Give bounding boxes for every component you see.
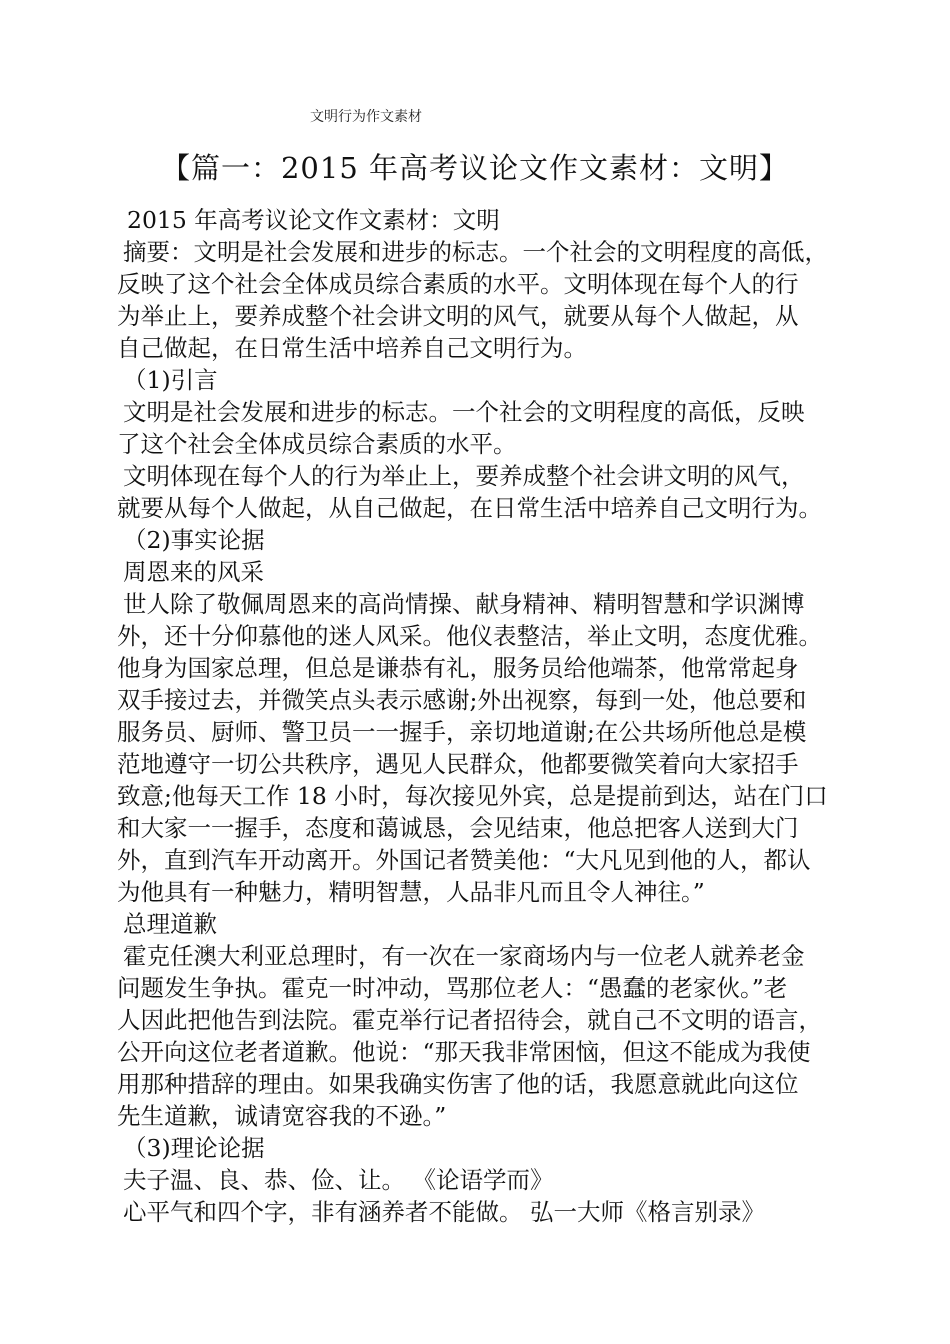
paragraph-line: 外，直到汽车开动离开。外国记者赞美他：“大凡见到他的人，都认 bbox=[117, 846, 811, 874]
document-title: 【篇一：2015 年高考议论文作文素材：文明】 bbox=[160, 151, 790, 185]
paragraph-line: 为举止上，要养成整个社会讲文明的风气，就要从每个人做起，从 bbox=[117, 302, 799, 330]
paragraph-line: 外，还十分仰慕他的迷人风采。他仪表整洁，举止文明，态度优雅。 bbox=[117, 622, 822, 650]
paragraph-line: 反映了这个社会全体成员综合素质的水平。文明体现在每个人的行 bbox=[117, 270, 799, 298]
paragraph-line: 为他具有一种魅力，精明智慧，人品非凡而且令人神往。” bbox=[117, 878, 705, 906]
section-heading: （3)理论论据 bbox=[123, 1134, 265, 1162]
paragraph-line: 摘要：文明是社会发展和进步的标志。一个社会的文明程度的高低， bbox=[123, 238, 828, 266]
paragraph-line: 他身为国家总理，但总是谦恭有礼，服务员给他端茶，他常常起身 bbox=[117, 654, 799, 682]
paragraph-line: 就要从每个人做起，从自己做起，在日常生活中培养自己文明行为。 bbox=[117, 494, 822, 522]
paragraph-line: 人因此把他告到法院。霍克举行记者招待会，就自己不文明的语言， bbox=[117, 1006, 822, 1034]
section-heading: 2015 年高考议论文作文素材：文明 bbox=[127, 206, 500, 234]
paragraph-line: 霍克任澳大利亚总理时，有一次在一家商场内与一位老人就养老金 bbox=[123, 942, 805, 970]
paragraph-line: 用那种措辞的理由。如果我确实伤害了他的话，我愿意就此向这位 bbox=[117, 1070, 799, 1098]
subsection-heading: 周恩来的风采 bbox=[123, 558, 264, 586]
paragraph-line: 自己做起，在日常生活中培养自己文明行为。 bbox=[117, 334, 587, 362]
quote-line: 心平气和四个字，非有涵养者不能做。 弘一大师《格言别录》 bbox=[123, 1198, 765, 1226]
paragraph-line: 服务员、厨师、警卫员一一握手，亲切地道谢;在公共场所他总是模 bbox=[117, 718, 807, 746]
paragraph-line: 了这个社会全体成员综合素质的水平。 bbox=[117, 430, 517, 458]
paragraph-line: 范地遵守一切公共秩序，遇见人民群众，他都要微笑着向大家招手 bbox=[117, 750, 799, 778]
section-heading: （1)引言 bbox=[123, 366, 218, 394]
paragraph-line: 致意;他每天工作 18 小时，每次接见外宾，总是提前到达，站在门口 bbox=[117, 782, 828, 810]
paragraph-line: 世人除了敬佩周恩来的高尚情操、献身精神、精明智慧和学识渊博 bbox=[123, 590, 805, 618]
section-heading: （2)事实论据 bbox=[123, 526, 265, 554]
paragraph-line: 文明体现在每个人的行为举止上，要养成整个社会讲文明的风气， bbox=[123, 462, 805, 490]
quote-line: 夫子温、良、恭、俭、让。 《论语学而》 bbox=[123, 1166, 554, 1194]
paragraph-line: 先生道歉，诚请宽容我的不逊。” bbox=[117, 1102, 447, 1130]
paragraph-line: 公开向这位老者道歉。他说：“那天我非常困恼，但这不能成为我使 bbox=[117, 1038, 811, 1066]
subsection-heading: 总理道歉 bbox=[123, 910, 217, 938]
header-note: 文明行为作文素材 bbox=[310, 109, 422, 125]
paragraph-line: 文明是社会发展和进步的标志。一个社会的文明程度的高低，反映 bbox=[123, 398, 805, 426]
paragraph-line: 问题发生争执。霍克一时冲动，骂那位老人：“愚蠢的老家伙。”老 bbox=[117, 974, 788, 1002]
paragraph-line: 双手接过去，并微笑点头表示感谢;外出视察，每到一处，他总要和 bbox=[117, 686, 807, 714]
document-body bbox=[117, 204, 833, 1228]
paragraph-line: 和大家一一握手，态度和蔼诚恳，会见结束，他总把客人送到大门 bbox=[117, 814, 799, 842]
